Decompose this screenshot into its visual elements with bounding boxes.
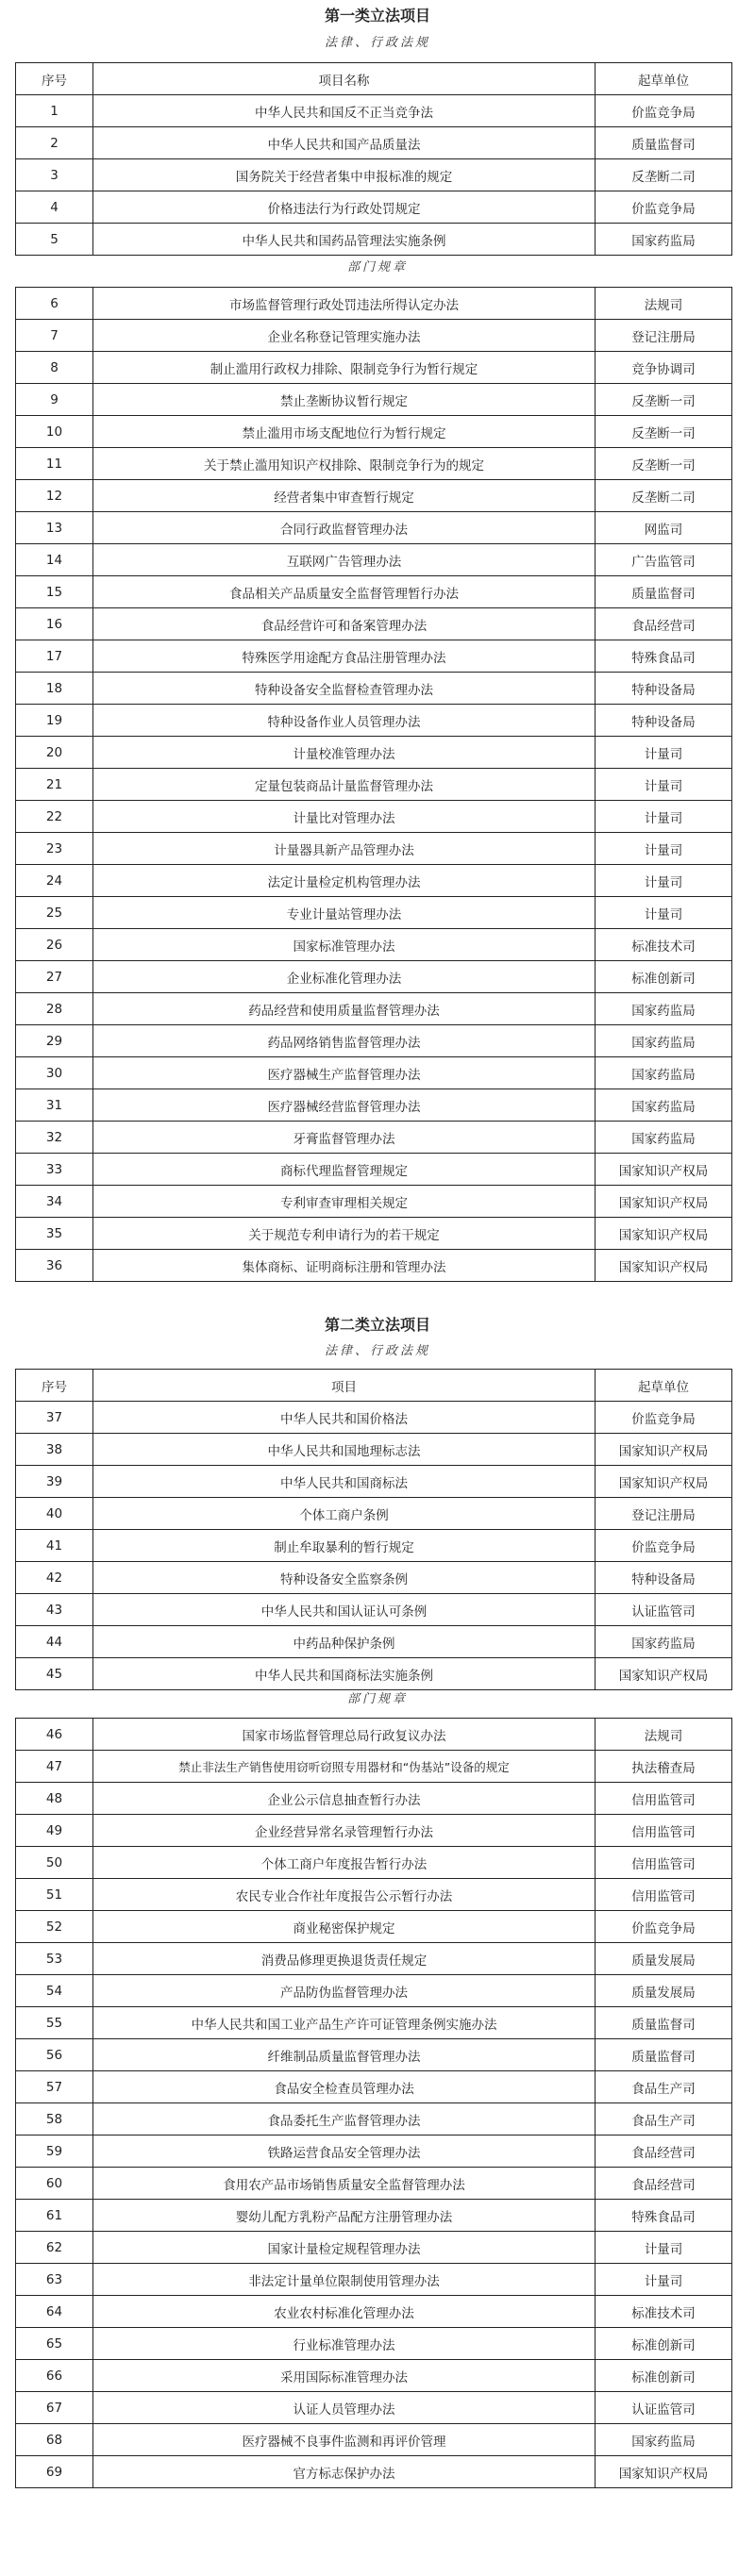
drafting-unit: 计量司 xyxy=(596,801,732,833)
table-row xyxy=(16,384,732,416)
drafting-unit: 质量监督司 xyxy=(596,127,732,159)
table-row xyxy=(16,512,732,544)
drafting-unit: 价监竞争局 xyxy=(596,191,732,224)
table-row xyxy=(16,833,732,865)
table-row xyxy=(16,640,732,673)
drafting-unit: 反垄断二司 xyxy=(596,159,732,191)
drafting-unit: 国家知识产权局 xyxy=(596,1218,732,1250)
project-name: 价格违法行为行政处罚规定 xyxy=(93,191,596,224)
table-row xyxy=(16,673,732,705)
table-row xyxy=(16,897,732,929)
drafting-unit: 反垄断一司 xyxy=(596,448,732,480)
row-number: 40 xyxy=(16,1498,93,1530)
table-row xyxy=(16,2424,732,2456)
section1-rule-subtitle: 部门规章 xyxy=(346,260,408,274)
drafting-unit: 法规司 xyxy=(596,288,732,320)
row-number: 51 xyxy=(16,1879,93,1911)
row-number: 35 xyxy=(16,1218,93,1250)
project-name: 互联网广告管理办法 xyxy=(93,544,596,576)
project-name: 消费品修理更换退货责任规定 xyxy=(93,1943,596,1975)
table-row xyxy=(16,320,732,352)
drafting-unit: 网监司 xyxy=(596,512,732,544)
drafting-unit: 国家知识产权局 xyxy=(596,2456,732,2488)
project-name: 农民专业合作社年度报告公示暂行办法 xyxy=(93,1879,596,1911)
table-row xyxy=(16,1975,732,2007)
drafting-unit: 特殊食品司 xyxy=(596,2200,732,2232)
row-number: 16 xyxy=(16,608,93,640)
row-number: 53 xyxy=(16,1943,93,1975)
project-name: 关于禁止滥用知识产权排除、限制竞争行为的规定 xyxy=(93,448,596,480)
project-name: 制止滥用行政权力排除、限制竞争行为暂行规定 xyxy=(93,352,596,384)
project-name: 商业秘密保护规定 xyxy=(93,1911,596,1943)
row-number: 59 xyxy=(16,2136,93,2168)
project-name: 市场监督管理行政处罚违法所得认定办法 xyxy=(93,288,596,320)
table-row xyxy=(16,608,732,640)
table-row xyxy=(16,1943,732,1975)
row-number: 64 xyxy=(16,2296,93,2328)
row-number: 27 xyxy=(16,961,93,993)
project-name: 企业公示信息抽查暂行办法 xyxy=(93,1783,596,1815)
drafting-unit: 质量监督司 xyxy=(596,2039,732,2071)
row-number: 43 xyxy=(16,1594,93,1626)
header-unit: 起草单位 xyxy=(596,1370,732,1402)
table-row xyxy=(16,1122,732,1154)
table-row xyxy=(16,1434,732,1466)
row-number: 17 xyxy=(16,640,93,673)
project-name: 中华人民共和国价格法 xyxy=(93,1402,596,1434)
project-name: 医疗器械不良事件监测和再评价管理 xyxy=(93,2424,596,2456)
row-number: 10 xyxy=(16,416,93,448)
table-row xyxy=(16,2007,732,2039)
header-number: 序号 xyxy=(16,1370,93,1402)
table-row xyxy=(16,865,732,897)
project-name: 定量包装商品计量监督管理办法 xyxy=(93,769,596,801)
drafting-unit: 法规司 xyxy=(596,1719,732,1751)
row-number: 3 xyxy=(16,159,93,191)
row-number: 58 xyxy=(16,2103,93,2136)
project-name: 铁路运营食品安全管理办法 xyxy=(93,2136,596,2168)
project-name: 专利审查审理相关规定 xyxy=(93,1186,596,1218)
project-name: 食品经营许可和备案管理办法 xyxy=(93,608,596,640)
drafting-unit: 价监竞争局 xyxy=(596,1402,732,1434)
row-number: 63 xyxy=(16,2264,93,2296)
row-number: 15 xyxy=(16,576,93,608)
table-row xyxy=(16,929,732,961)
table-row xyxy=(16,737,732,769)
table-row xyxy=(16,1562,732,1594)
project-name: 特种设备安全监督检查管理办法 xyxy=(93,673,596,705)
project-name: 认证人员管理办法 xyxy=(93,2392,596,2424)
row-number: 2 xyxy=(16,127,93,159)
drafting-unit: 特种设备局 xyxy=(596,1562,732,1594)
drafting-unit: 质量发展局 xyxy=(596,1975,732,2007)
row-number: 65 xyxy=(16,2328,93,2360)
row-number: 33 xyxy=(16,1154,93,1186)
drafting-unit: 信用监管司 xyxy=(596,1847,732,1879)
row-number: 45 xyxy=(16,1658,93,1690)
drafting-unit: 国家药监局 xyxy=(596,1025,732,1057)
drafting-unit: 国家药监局 xyxy=(596,1626,732,1658)
row-number: 34 xyxy=(16,1186,93,1218)
table-row xyxy=(16,1402,732,1434)
project-name: 中华人民共和国认证认可条例 xyxy=(93,1594,596,1626)
header-project: 项目 xyxy=(93,1370,596,1402)
drafting-unit: 价监竞争局 xyxy=(596,1530,732,1562)
row-number: 57 xyxy=(16,2071,93,2103)
drafting-unit: 计量司 xyxy=(596,2264,732,2296)
project-name: 国家市场监督管理总局行政复议办法 xyxy=(93,1719,596,1751)
drafting-unit: 标准技术司 xyxy=(596,929,732,961)
row-number: 50 xyxy=(16,1847,93,1879)
drafting-unit: 食品经营司 xyxy=(596,2168,732,2200)
drafting-unit: 计量司 xyxy=(596,769,732,801)
project-name: 中华人民共和国地理标志法 xyxy=(93,1434,596,1466)
drafting-unit: 信用监管司 xyxy=(596,1783,732,1815)
drafting-unit: 食品生产司 xyxy=(596,2071,732,2103)
header-number: 序号 xyxy=(16,63,93,95)
table-row xyxy=(16,1025,732,1057)
table-row xyxy=(16,1218,732,1250)
project-name: 非法定计量单位限制使用管理办法 xyxy=(93,2264,596,2296)
drafting-unit: 国家药监局 xyxy=(596,1122,732,1154)
project-name: 国务院关于经营者集中申报标准的规定 xyxy=(93,159,596,191)
section2-law-table xyxy=(15,1369,732,1690)
drafting-unit: 计量司 xyxy=(596,865,732,897)
table-row xyxy=(16,1751,732,1783)
row-number: 1 xyxy=(16,95,93,127)
drafting-unit: 国家知识产权局 xyxy=(596,1154,732,1186)
table-row xyxy=(16,1530,732,1562)
table-row xyxy=(16,1498,732,1530)
table-row xyxy=(16,1466,732,1498)
row-number: 56 xyxy=(16,2039,93,2071)
row-number: 5 xyxy=(16,224,93,256)
drafting-unit: 竞争协调司 xyxy=(596,352,732,384)
drafting-unit: 国家知识产权局 xyxy=(596,1658,732,1690)
section2-rule-table xyxy=(15,1718,732,2488)
project-name: 食用农产品市场销售质量安全监督管理办法 xyxy=(93,2168,596,2200)
row-number: 54 xyxy=(16,1975,93,2007)
project-name: 国家计量检定规程管理办法 xyxy=(93,2232,596,2264)
row-number: 67 xyxy=(16,2392,93,2424)
row-number: 68 xyxy=(16,2424,93,2456)
project-name: 计量比对管理办法 xyxy=(93,801,596,833)
project-name: 医疗器械生产监督管理办法 xyxy=(93,1057,596,1089)
drafting-unit: 国家药监局 xyxy=(596,1089,732,1122)
row-number: 26 xyxy=(16,929,93,961)
drafting-unit: 计量司 xyxy=(596,2232,732,2264)
row-number: 8 xyxy=(16,352,93,384)
table-row xyxy=(16,127,732,159)
project-name: 食品委托生产监督管理办法 xyxy=(93,2103,596,2136)
drafting-unit: 国家知识产权局 xyxy=(596,1434,732,1466)
project-name: 中华人民共和国产品质量法 xyxy=(93,127,596,159)
row-number: 66 xyxy=(16,2360,93,2392)
drafting-unit: 登记注册局 xyxy=(596,1498,732,1530)
table-row xyxy=(16,1783,732,1815)
project-name: 医疗器械经营监督管理办法 xyxy=(93,1089,596,1122)
table-row xyxy=(16,2136,732,2168)
table-row xyxy=(16,2296,732,2328)
drafting-unit: 广告监管司 xyxy=(596,544,732,576)
row-number: 47 xyxy=(16,1751,93,1783)
drafting-unit: 计量司 xyxy=(596,897,732,929)
table-row xyxy=(16,1057,732,1089)
drafting-unit: 计量司 xyxy=(596,737,732,769)
drafting-unit: 特殊食品司 xyxy=(596,640,732,673)
project-name: 药品经营和使用质量监督管理办法 xyxy=(93,993,596,1025)
table-row xyxy=(16,1815,732,1847)
table-row xyxy=(16,2103,732,2136)
row-number: 24 xyxy=(16,865,93,897)
drafting-unit: 反垄断一司 xyxy=(596,416,732,448)
table-row xyxy=(16,1594,732,1626)
table-row xyxy=(16,288,732,320)
table-row xyxy=(16,2232,732,2264)
table-row xyxy=(16,769,732,801)
row-number: 44 xyxy=(16,1626,93,1658)
table-row xyxy=(16,576,732,608)
row-number: 38 xyxy=(16,1434,93,1466)
table-row xyxy=(16,95,732,127)
row-number: 41 xyxy=(16,1530,93,1562)
project-name: 特种设备安全监察条例 xyxy=(93,1562,596,1594)
table-header-row xyxy=(16,1370,732,1402)
project-name: 法定计量检定机构管理办法 xyxy=(93,865,596,897)
row-number: 32 xyxy=(16,1122,93,1154)
drafting-unit: 反垄断一司 xyxy=(596,384,732,416)
project-name: 集体商标、证明商标注册和管理办法 xyxy=(93,1250,596,1282)
table-row xyxy=(16,2200,732,2232)
table-row xyxy=(16,2392,732,2424)
row-number: 23 xyxy=(16,833,93,865)
row-number: 7 xyxy=(16,320,93,352)
drafting-unit: 标准技术司 xyxy=(596,2296,732,2328)
table-row xyxy=(16,1089,732,1122)
row-number: 62 xyxy=(16,2232,93,2264)
project-name: 专业计量站管理办法 xyxy=(93,897,596,929)
project-name: 计量校准管理办法 xyxy=(93,737,596,769)
table-row xyxy=(16,448,732,480)
row-number: 9 xyxy=(16,384,93,416)
row-number: 61 xyxy=(16,2200,93,2232)
drafting-unit: 执法稽查局 xyxy=(596,1751,732,1783)
drafting-unit: 食品经营司 xyxy=(596,608,732,640)
project-name: 纤维制品质量监督管理办法 xyxy=(93,2039,596,2071)
row-number: 49 xyxy=(16,1815,93,1847)
table-row xyxy=(16,2456,732,2488)
table-row xyxy=(16,705,732,737)
row-number: 48 xyxy=(16,1783,93,1815)
row-number: 12 xyxy=(16,480,93,512)
project-name: 制止牟取暴利的暂行规定 xyxy=(93,1530,596,1562)
row-number: 13 xyxy=(16,512,93,544)
project-name: 禁止非法生产销售使用窃听窃照专用器材和“伪基站”设备的规定 xyxy=(93,1751,596,1783)
project-name: 禁止滥用市场支配地位行为暂行规定 xyxy=(93,416,596,448)
table-row xyxy=(16,2360,732,2392)
row-number: 18 xyxy=(16,673,93,705)
table-row xyxy=(16,1186,732,1218)
project-name: 中华人民共和国工业产品生产许可证管理条例实施办法 xyxy=(93,2007,596,2039)
project-name: 官方标志保护办法 xyxy=(93,2456,596,2488)
drafting-unit: 国家药监局 xyxy=(596,224,732,256)
table-row xyxy=(16,961,732,993)
row-number: 29 xyxy=(16,1025,93,1057)
drafting-unit: 食品经营司 xyxy=(596,2136,732,2168)
table-row xyxy=(16,993,732,1025)
drafting-unit: 认证监管司 xyxy=(596,1594,732,1626)
project-name: 中华人民共和国商标法 xyxy=(93,1466,596,1498)
drafting-unit: 价监竞争局 xyxy=(596,95,732,127)
table-row xyxy=(16,1879,732,1911)
section2-rule-subtitle: 部门规章 xyxy=(346,1692,408,1706)
table-row xyxy=(16,1719,732,1751)
table-row xyxy=(16,544,732,576)
drafting-unit: 信用监管司 xyxy=(596,1815,732,1847)
table-row xyxy=(16,1154,732,1186)
table-header-row xyxy=(16,63,732,95)
drafting-unit: 价监竞争局 xyxy=(596,1911,732,1943)
table-row xyxy=(16,191,732,224)
section1-law-subtitle: 法律、行政法规 xyxy=(324,36,430,50)
table-row xyxy=(16,2039,732,2071)
table-row xyxy=(16,2168,732,2200)
project-name: 企业名称登记管理实施办法 xyxy=(93,320,596,352)
project-name: 禁止垄断协议暂行规定 xyxy=(93,384,596,416)
table-row xyxy=(16,159,732,191)
section1-law-table xyxy=(15,62,732,256)
row-number: 37 xyxy=(16,1402,93,1434)
project-name: 经营者集中审查暂行规定 xyxy=(93,480,596,512)
project-name: 个体工商户年度报告暂行办法 xyxy=(93,1847,596,1879)
project-name: 食品相关产品质量安全监督管理暂行办法 xyxy=(93,576,596,608)
drafting-unit: 质量发展局 xyxy=(596,1943,732,1975)
row-number: 28 xyxy=(16,993,93,1025)
project-name: 企业经营异常名录管理暂行办法 xyxy=(93,1815,596,1847)
project-name: 采用国际标准管理办法 xyxy=(93,2360,596,2392)
table-row xyxy=(16,1911,732,1943)
project-name: 行业标准管理办法 xyxy=(93,2328,596,2360)
row-number: 25 xyxy=(16,897,93,929)
row-number: 55 xyxy=(16,2007,93,2039)
drafting-unit: 登记注册局 xyxy=(596,320,732,352)
section2-title: 第二类立法项目 xyxy=(324,1316,430,1334)
project-name: 中华人民共和国药品管理法实施条例 xyxy=(93,224,596,256)
project-name: 中华人民共和国商标法实施条例 xyxy=(93,1658,596,1690)
table-row xyxy=(16,1250,732,1282)
drafting-unit: 食品生产司 xyxy=(596,2103,732,2136)
row-number: 69 xyxy=(16,2456,93,2488)
row-number: 60 xyxy=(16,2168,93,2200)
drafting-unit: 标准创新司 xyxy=(596,2360,732,2392)
project-name: 农业农村标准化管理办法 xyxy=(93,2296,596,2328)
row-number: 36 xyxy=(16,1250,93,1282)
project-name: 特殊医学用途配方食品注册管理办法 xyxy=(93,640,596,673)
row-number: 21 xyxy=(16,769,93,801)
row-number: 20 xyxy=(16,737,93,769)
row-number: 4 xyxy=(16,191,93,224)
project-name: 食品安全检查员管理办法 xyxy=(93,2071,596,2103)
project-name: 药品网络销售监督管理办法 xyxy=(93,1025,596,1057)
project-name: 国家标准管理办法 xyxy=(93,929,596,961)
project-name: 关于规范专利申请行为的若干规定 xyxy=(93,1218,596,1250)
drafting-unit: 质量监督司 xyxy=(596,2007,732,2039)
drafting-unit: 标准创新司 xyxy=(596,2328,732,2360)
row-number: 52 xyxy=(16,1911,93,1943)
drafting-unit: 特种设备局 xyxy=(596,705,732,737)
project-name: 特种设备作业人员管理办法 xyxy=(93,705,596,737)
row-number: 14 xyxy=(16,544,93,576)
row-number: 46 xyxy=(16,1719,93,1751)
project-name: 个体工商户条例 xyxy=(93,1498,596,1530)
drafting-unit: 国家药监局 xyxy=(596,1057,732,1089)
project-name: 计量器具新产品管理办法 xyxy=(93,833,596,865)
table-row xyxy=(16,416,732,448)
drafting-unit: 质量监督司 xyxy=(596,576,732,608)
drafting-unit: 认证监管司 xyxy=(596,2392,732,2424)
table-row xyxy=(16,801,732,833)
drafting-unit: 国家药监局 xyxy=(596,2424,732,2456)
drafting-unit: 国家知识产权局 xyxy=(596,1186,732,1218)
header-unit: 起草单位 xyxy=(596,63,732,95)
drafting-unit: 国家知识产权局 xyxy=(596,1466,732,1498)
section1-title: 第一类立法项目 xyxy=(324,7,430,25)
row-number: 39 xyxy=(16,1466,93,1498)
table-row xyxy=(16,1847,732,1879)
row-number: 11 xyxy=(16,448,93,480)
section1-rule-table xyxy=(15,287,732,1282)
project-name: 牙膏监督管理办法 xyxy=(93,1122,596,1154)
project-name: 合同行政监督管理办法 xyxy=(93,512,596,544)
row-number: 22 xyxy=(16,801,93,833)
drafting-unit: 计量司 xyxy=(596,833,732,865)
table-row xyxy=(16,1626,732,1658)
table-row xyxy=(16,224,732,256)
project-name: 中华人民共和国反不正当竞争法 xyxy=(93,95,596,127)
table-row xyxy=(16,1658,732,1690)
row-number: 6 xyxy=(16,288,93,320)
drafting-unit: 标准创新司 xyxy=(596,961,732,993)
row-number: 30 xyxy=(16,1057,93,1089)
drafting-unit: 国家知识产权局 xyxy=(596,1250,732,1282)
table-row xyxy=(16,480,732,512)
row-number: 31 xyxy=(16,1089,93,1122)
header-project: 项目名称 xyxy=(93,63,596,95)
table-row xyxy=(16,2264,732,2296)
table-row xyxy=(16,352,732,384)
project-name: 企业标准化管理办法 xyxy=(93,961,596,993)
row-number: 19 xyxy=(16,705,93,737)
project-name: 产品防伪监督管理办法 xyxy=(93,1975,596,2007)
drafting-unit: 特种设备局 xyxy=(596,673,732,705)
drafting-unit: 反垄断二司 xyxy=(596,480,732,512)
row-number: 42 xyxy=(16,1562,93,1594)
drafting-unit: 信用监管司 xyxy=(596,1879,732,1911)
drafting-unit: 国家药监局 xyxy=(596,993,732,1025)
table-row xyxy=(16,2071,732,2103)
project-name: 中药品种保护条例 xyxy=(93,1626,596,1658)
table-row xyxy=(16,2328,732,2360)
project-name: 商标代理监督管理规定 xyxy=(93,1154,596,1186)
project-name: 婴幼儿配方乳粉产品配方注册管理办法 xyxy=(93,2200,596,2232)
section2-law-subtitle: 法律、行政法规 xyxy=(324,1344,430,1358)
